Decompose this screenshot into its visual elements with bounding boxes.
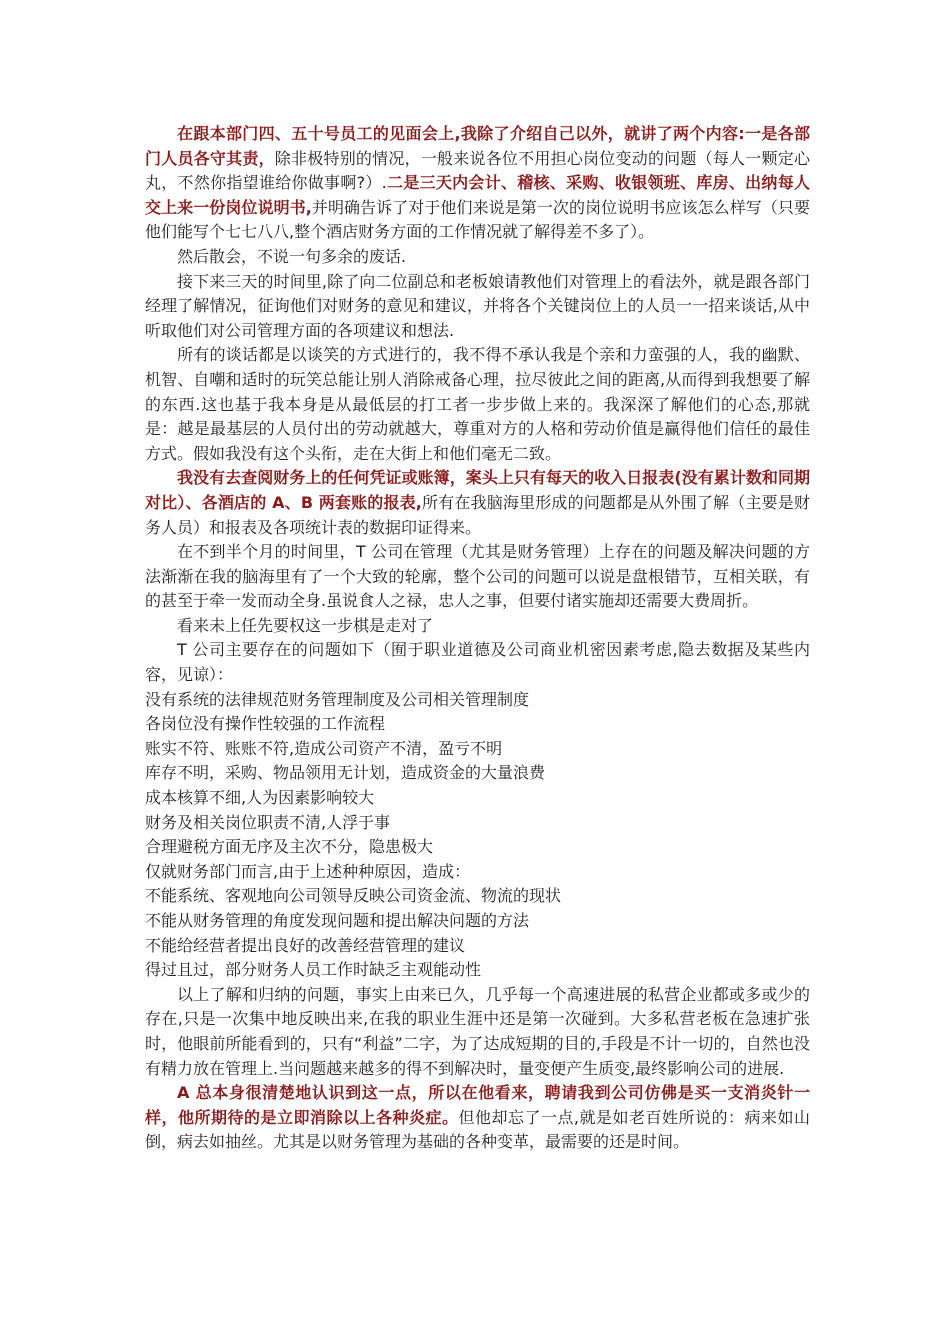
paragraph-expectation (145, 1081, 810, 1155)
body-text: 并明确告诉了对于他们来说是第一次的岗位说明书应该怎么样写（只要他们能写个七七八八,整个酒店财务方面的工作情况就了解得差不多了）。 (145, 197, 810, 242)
highlight-text: 二是三天内会计、稽核、采购、收银领班、库房、出纳每人交上来一份岗位说明书, (145, 173, 810, 217)
list-item: 账实不符、账账不符,造成公司资产不清，盈亏不明 (145, 738, 503, 758)
problem-list (145, 688, 810, 983)
list-item: 合理避税方面无序及主次不分，隐患极大 (145, 837, 434, 857)
list-item: 各岗位没有操作性较强的工作流程 (145, 714, 386, 734)
list-item: 财务及相关岗位职责不清,人浮于事 (145, 812, 391, 832)
paragraph-half-month: 在不到半个月的时间里，T 公司在管理（尤其是财务管理）上存在的问题及解决问题的方法渐渐在我的脑海里有了一个大致的轮廓，整个公司的问题可以说是盘根错节，互相关联，有的甚至于牵一发而动全身.虽说食人之禄，忠人之事，但要付诸实施却还需要大费周折。 (145, 542, 810, 611)
paragraph-three-days: 接下来三天的时间里,除了向二位副总和老板娘请教他们对管理上的看法外，就是跟各部门经理了解情况，征询他们对财务的意见和建议，并将各个关键岗位上的人员一一招来谈话,从中听取他们对公司管理方面的各项建议和想法. (145, 271, 810, 340)
paragraph-dismiss: 然后散会，不说一句多余的废话. (177, 246, 407, 266)
list-item: 库存不明，采购、物品领用无计划，造成资金的大量浪费 (145, 763, 546, 783)
paragraph-chess-move: 看来未上任先要权这一步棋是走对了 (177, 615, 434, 635)
highlight-text: 我没有去查阅财务上的任何凭证或账簿，案头上只有每天的收入日报表(没有累计数和同期对比）、各酒店的 A、B 两套账的报表, (145, 468, 810, 512)
list-item: 没有系统的法律规范财务管理制度及公司相关管理制度 (145, 689, 530, 709)
highlight-text: A 总本身很清楚地认识到这一点，所以在他看来，聘请我到公司仿佛是买一支消炎针一样，他所期待的是立即消除以上各种炎症。 (145, 1083, 810, 1127)
list-item: 得过且过，部分财务人员工作时缺乏主观能动性 (145, 960, 482, 980)
paragraph-conversations: 所有的谈话都是以谈笑的方式进行的，我不得不承认我是个亲和力蛮强的人，我的幽默、机智、自嘲和适时的玩笑总能让别人消除戒备心理，拉尽彼此之间的距离,从而得到我想要了解的东西.这也基于我本身是从最低层的打工者一步步做上来的。我深深了解他们的心态,那就是：越是最基层的人员付出的劳动就越大，尊重对方的人格和劳动价值是赢得他们信任的最佳方式。假如我没有这个头衔，走在大街上和他们毫无二致。 (145, 345, 810, 463)
body-text: 但他却忘了一点,就是如老百姓所说的：病来如山倒，病去如抽丝。尤其是以财务管理为基础的各种变革，最需要的还是时间。 (145, 1107, 810, 1152)
list-item: 成本核算不细,人为因素影响较大 (145, 788, 375, 808)
body-text: 除非极特别的情况，一般来说各位不用担心岗位变动的问题（每人一颗定心丸，不然你指望谁给你做事啊?）. (145, 148, 810, 193)
highlight-text: 在跟本部门四、五十号员工的见面会上,我除了介绍自己以外，就讲了两个内容:一是各部门人员各守其责， (145, 124, 810, 168)
paragraph-summary: 以上了解和归纳的问题，事实上由来已久，几乎每一个高速进展的私营企业都或多或少的存在,只是一次集中地反映出来,在我的职业生涯中还是第一次碰到。大多私营老板在急速扩张时，他眼前所能看到的，只有“利益”二字，为了达成短期的目的,手段是不计一切的，自然也没有精力放在管理上.当问题越来越多的得不到解决时，量变便产生质变,最终影响公司的进展. (145, 984, 810, 1078)
list-item: 不能给经营者提出良好的改善经营管理的建议 (145, 935, 466, 955)
body-text: 所有在我脑海里形成的问题都是从外围了解（主要是财务人员）和报表及各项统计表的数据印证得来。 (145, 492, 810, 537)
paragraph-problems-intro: T 公司主要存在的问题如下（囿于职业道德及公司商业机密因素考虑,隐去数据及某些内容，见谅）： (145, 640, 810, 685)
paragraph-reports (145, 466, 810, 540)
document-body (145, 122, 810, 1155)
list-item: 仅就财务部门而言,由于上述种种原因，造成： (145, 861, 471, 881)
list-item: 不能系统、客观地向公司领导反映公司资金流、物流的现状 (145, 886, 562, 906)
list-item: 不能从财务管理的角度发现问题和提出解决问题的方法 (145, 911, 530, 930)
paragraph-meeting (145, 122, 810, 245)
